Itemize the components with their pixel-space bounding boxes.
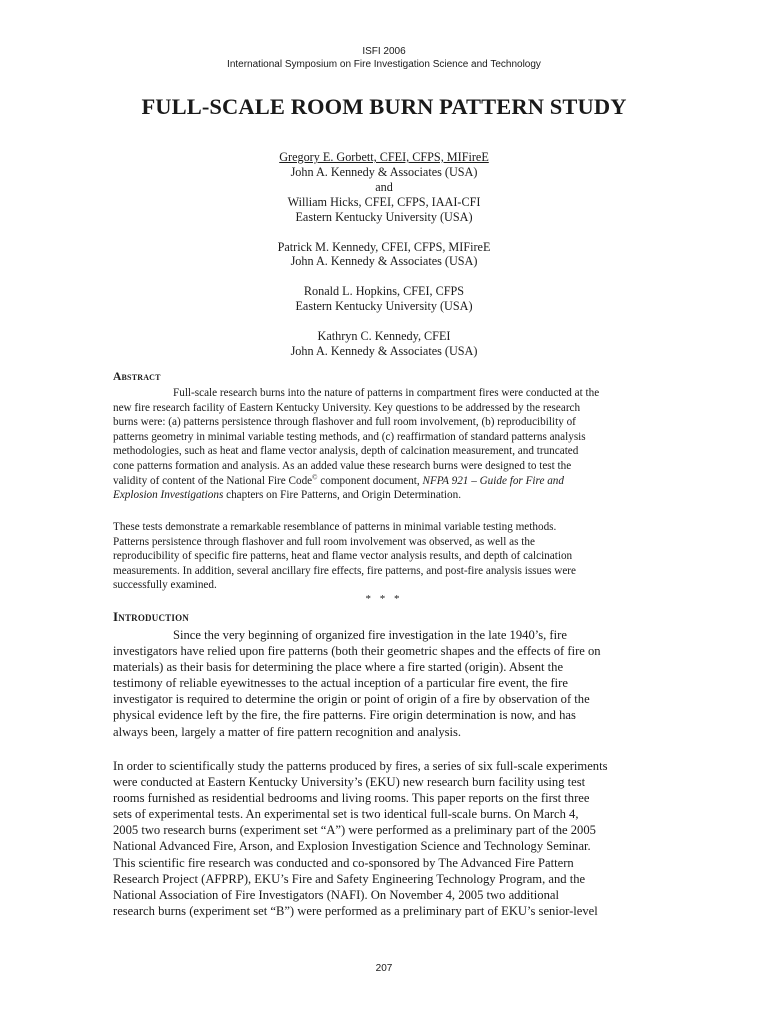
text-line: rooms furnished as residential bedrooms and living rooms. This paper reports on the first three (113, 791, 590, 806)
text-line: National Association of Fire Investigators (NAFI). On November 4, 2005 two additional (113, 887, 559, 902)
introduction-paragraph-1 (113, 627, 658, 740)
text-line: materials) as their basis for determining the place where a fire started (origin). Absent the (113, 660, 564, 675)
conference-short: ISFI 2006 (362, 46, 406, 57)
author-1-name: Gregory E. Gorbett, CFEI, CFPS, MIFireE (279, 150, 489, 164)
section-separator: * * * (365, 593, 403, 605)
text-line: cone patterns formation and analysis. As an added value these research burns were designed to test the (113, 459, 572, 472)
copyright-mark: © (312, 472, 318, 481)
text-line: reproducibility of specific fire patterns, heat and flame vector analysis results, and depth of calcination (113, 550, 573, 563)
text-line: In order to scientifically study the patterns produced by fires, a series of six full-scale experiments (113, 759, 608, 773)
document-title-italic: NFPA 921 – Guide for Fire and (422, 474, 564, 487)
text-line: National Advanced Fire, Arson, and Explosion Investigation Science and Technology Seminar. (113, 839, 591, 854)
author-2-affiliation: Eastern Kentucky University (USA) (295, 209, 473, 224)
text-line: This scientific fire research was conducted and co-sponsored by The Advanced Fire Pattern (113, 855, 574, 870)
author-3-name: Patrick M. Kennedy, CFEI, CFPS, MIFireE (277, 239, 491, 254)
author-2-name: William Hicks, CFEI, CFPS, IAAI-CFI (287, 194, 481, 209)
author-conjunction: and (375, 179, 393, 194)
text-line: investigators have relied upon fire patterns (both their geometric shapes and the effects of fire on (113, 644, 601, 659)
text-line: research burns (experiment set “B”) were performed as a preliminary part of EKU’s senior-level (113, 903, 598, 918)
introduction-heading: Introduction (113, 609, 189, 624)
author-1-affiliation: John A. Kennedy & Associates (USA) (290, 164, 478, 179)
page-number: 207 (375, 963, 393, 974)
text-line: Patterns persistence through flashover and full room involvement was observed, as well as the (113, 535, 535, 548)
text-line: new fire research facility of Eastern Kentucky University. Key questions to be addressed by the research (113, 401, 581, 414)
text-line: testimony of reliable eyewitnesses to the actual inception of a particular fire event, the fire (113, 676, 568, 691)
running-header (0, 46, 768, 71)
text-line: measurements. In addition, several ancillary fire effects, fire patterns, and post-fire analysis issues were (113, 564, 576, 577)
abstract-paragraph-2 (113, 520, 658, 593)
text-line: methodologies, such as heat and flame vector analysis, depth of calcination measurement, and truncated (113, 445, 579, 458)
text-line: sets of experimental tests. An experimental set is two identical full-scale burns. On March 4, (113, 807, 579, 822)
text-line: burns were: (a) patterns persistence through flashover and full room involvement, (b) reproducibility of (113, 416, 576, 429)
author-4-affiliation: Eastern Kentucky University (USA) (295, 299, 473, 314)
document-title-italic: Explosion Investigations (113, 489, 224, 502)
text-run: validity of content of the National Fire Code (113, 474, 313, 487)
author-5-name: Kathryn C. Kennedy, CFEI (317, 329, 451, 344)
text-run: chapters on Fire Patterns, and Origin Determination. (223, 489, 461, 502)
text-line: physical evidence left by the fire, the fire patterns. Fire origin determination is now, and has (113, 708, 576, 723)
text-line: Since the very beginning of organized fire investigation in the late 1940’s, fire (173, 628, 567, 642)
text-line: These tests demonstrate a remarkable resemblance of patterns in minimal variable testing methods. (113, 521, 557, 533)
author-5-affiliation: John A. Kennedy & Associates (USA) (290, 344, 478, 359)
text-line: Full-scale research burns into the nature of patterns in compartment fires were conducted at the (173, 387, 600, 399)
text-line: successfully examined. (113, 579, 217, 592)
text-line (113, 474, 658, 489)
introduction-paragraph-2 (113, 758, 658, 919)
author-block (0, 150, 768, 359)
abstract-paragraph-1 (113, 386, 658, 503)
paper-title: FULL-SCALE ROOM BURN PATTERN STUDY (141, 94, 627, 119)
text-line: were conducted at Eastern Kentucky University’s (EKU) new research burn facility using test (113, 775, 586, 790)
author-3-affiliation: John A. Kennedy & Associates (USA) (290, 254, 478, 269)
text-line: Research Project (AFPRP), EKU’s Fire and Safety Engineering Technology Program, and the (113, 871, 586, 886)
author-4-name: Ronald L. Hopkins, CFEI, CFPS (303, 284, 465, 299)
text-line: patterns geometry in minimal variable testing methods, and (c) reaffirmation of standard patterns analysis (113, 430, 586, 443)
text-line (113, 488, 658, 503)
text-run: component document, (317, 474, 423, 487)
text-line: investigator is required to determine the origin or point of origin of a fire by observation of the (113, 692, 590, 707)
conference-full: International Symposium on Fire Investigation Science and Technology (227, 58, 541, 70)
text-line: 2005 two research burns (experiment set “A”) were performed as a preliminary part of the 2005 (113, 823, 596, 838)
abstract-heading: Abstract (113, 371, 161, 383)
text-line: always been, largely a matter of fire pattern recognition and analysis. (113, 724, 462, 739)
